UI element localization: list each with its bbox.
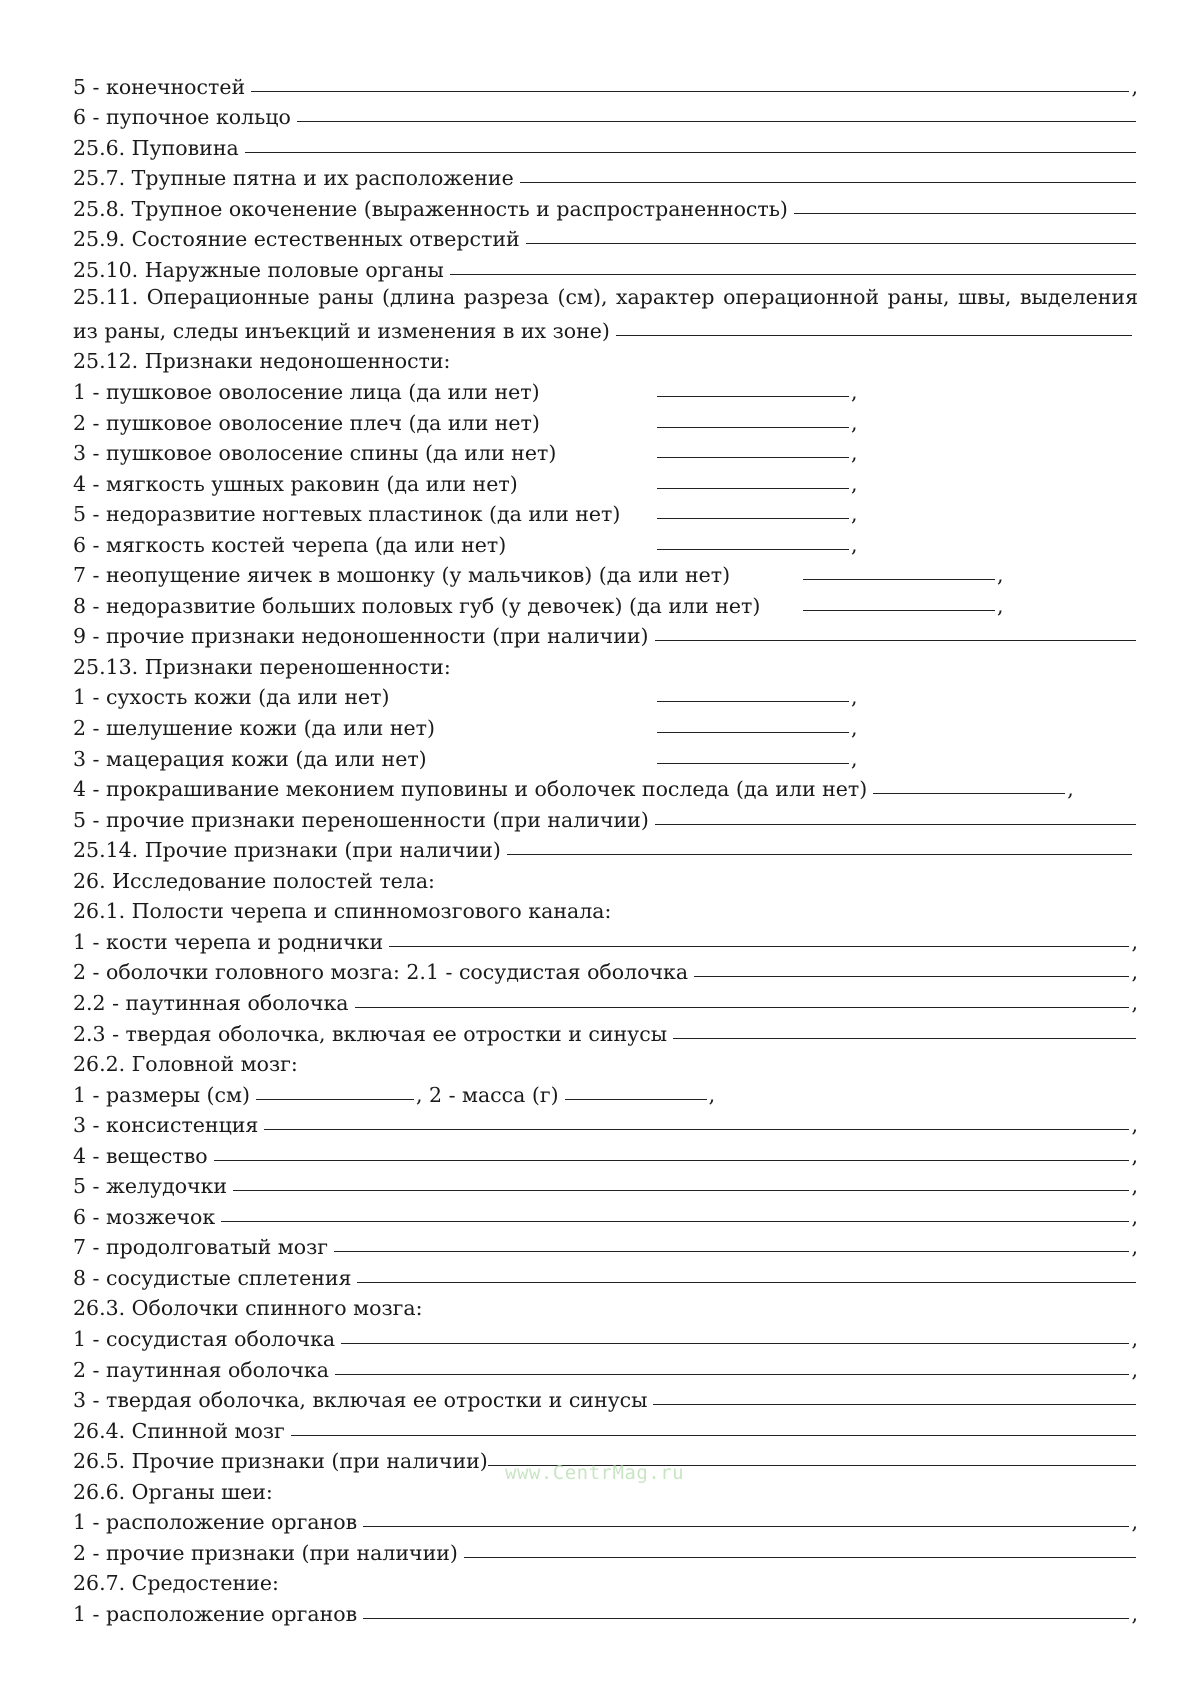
neck-organ-item: [73, 1534, 1138, 1565]
fill-blank[interactable]: [334, 1251, 1129, 1252]
brain-item: [73, 1168, 1138, 1199]
heading-26-2: [73, 1046, 1138, 1077]
fill-blank[interactable]: [616, 335, 1132, 336]
fill-blank[interactable]: [214, 1160, 1130, 1161]
fill-blank[interactable]: [291, 1435, 1136, 1436]
heading-text: 26.1. Полости черепа и спинномозгового канала:: [73, 899, 612, 924]
line-text: 7 - продолговатый мозг: [73, 1235, 329, 1260]
line-text: 26.4. Спинной мозг: [73, 1418, 285, 1443]
line-2: [73, 129, 1138, 160]
neck-organ-item: [73, 1504, 1138, 1535]
line-comma: ,: [1131, 1357, 1138, 1382]
line-text: 8 - недоразвитие больших половых губ (у девочек) (да или нет): [73, 593, 761, 618]
size-blank[interactable]: [256, 1099, 414, 1100]
line-comma: ,: [851, 532, 858, 557]
line-text: 6 - мягкость костей черепа (да или нет): [73, 532, 507, 557]
line-comma: ,: [1067, 777, 1074, 802]
skull-cavity-item: [73, 984, 1138, 1015]
line-text: 9 - прочие признаки недоношенности (при наличии): [73, 624, 649, 649]
line-text: 5 - конечностей: [73, 74, 246, 99]
prematurity-item: [73, 496, 1138, 527]
fill-blank[interactable]: [655, 640, 1136, 641]
heading-26-1: [73, 893, 1138, 924]
line-text: 5 - недоразвитие ногтевых пластинок (да или нет): [73, 502, 621, 527]
brain-item: [73, 1198, 1138, 1229]
line-26-2-size-mass: [73, 1076, 1138, 1107]
line-text: 1 - пушковое оволосение лица (да или нет): [73, 380, 540, 405]
brain-item: [73, 1229, 1138, 1260]
line-comma: ,: [1131, 990, 1138, 1015]
spinal-membranes-items: [73, 1320, 1138, 1412]
neck-organs-items: [73, 1504, 1138, 1565]
line-comma: ,: [1131, 1601, 1138, 1626]
spinal-membrane-item: [73, 1320, 1138, 1351]
fill-blank-short[interactable]: [657, 457, 849, 458]
line-text: 1 - кости черепа и роднички: [73, 929, 384, 954]
line-text: 2.3 - твердая оболочка, включая ее отростки и синусы: [73, 1021, 668, 1046]
line-comma: ,: [851, 471, 858, 496]
line-text: 3 - мацерация кожи (да или нет): [73, 746, 427, 771]
line-text: 2 - прочие признаки (при наличии): [73, 1540, 458, 1565]
fill-blank[interactable]: [653, 1404, 1136, 1405]
skull-cavity-item: [73, 954, 1138, 985]
line-comma: ,: [997, 593, 1004, 618]
line-text: 2.2 - паутинная оболочка: [73, 990, 349, 1015]
fill-blank[interactable]: [355, 1007, 1130, 1008]
line-25-11-wrapped: [73, 282, 1138, 313]
size-label: 1 - размеры (см): [73, 1082, 250, 1107]
line-1: [73, 99, 1138, 130]
line-text: 7 - неопущение яичек в мошонку (у мальчиков) (да или нет): [73, 563, 731, 588]
line-comma: ,: [1131, 1326, 1138, 1351]
prematurity-item: [73, 435, 1138, 466]
fill-blank[interactable]: [694, 976, 1129, 977]
fill-blank[interactable]: [264, 1129, 1129, 1130]
prematurity-item: [73, 587, 1138, 618]
fill-blank[interactable]: [335, 1374, 1130, 1375]
brain-item: [73, 1107, 1138, 1138]
fill-blank[interactable]: [357, 1282, 1136, 1283]
line-text: 1 - сосудистая оболочка: [73, 1326, 336, 1351]
spinal-membrane-item: [73, 1382, 1138, 1413]
postmaturity-item: [73, 740, 1138, 771]
prematurity-item: [73, 526, 1138, 557]
line-text: 1 - расположение органов: [73, 1601, 358, 1626]
heading-text: 25.12. Признаки недоношенности:: [73, 349, 451, 374]
line-text: 25.8. Трупное окоченение (выраженность и распространенность): [73, 196, 788, 221]
fill-blank-short[interactable]: [657, 549, 849, 550]
line-text: 2 - паутинная оболочка: [73, 1357, 329, 1382]
line-text: 25.6. Пуповина: [73, 135, 239, 160]
fill-blank[interactable]: [233, 1190, 1129, 1191]
spinal-membrane-item: [73, 1351, 1138, 1382]
fill-blank-short[interactable]: [657, 427, 849, 428]
line-text: 25.9. Состояние естественных отверстий: [73, 227, 520, 252]
heading-text: 25.13. Признаки переношенности:: [73, 654, 451, 679]
line-comma: ,: [851, 502, 858, 527]
top-lines-group: [73, 68, 1138, 282]
fill-blank[interactable]: [655, 824, 1136, 825]
prematurity-items-b: [73, 557, 1138, 618]
heading-text: 26.7. Средостение:: [73, 1571, 279, 1596]
line-comma: ,: [997, 563, 1004, 588]
fill-blank-short[interactable]: [657, 732, 849, 733]
mass-label: , 2 - масса (г): [415, 1082, 559, 1107]
line-text: 25.10. Наружные половые органы: [73, 257, 444, 282]
line-text: 25.14. Прочие признаки (при наличии): [73, 838, 501, 863]
line-5: [73, 221, 1138, 252]
line-text: 26.5. Прочие признаки (при наличии): [73, 1449, 488, 1474]
line-comma: ,: [1131, 1143, 1138, 1168]
fill-blank[interactable]: [363, 1526, 1129, 1527]
postmaturity-items-a: [73, 679, 1138, 771]
prematurity-item: [73, 465, 1138, 496]
line-comma: ,: [1131, 929, 1138, 954]
line-comma: ,: [851, 380, 858, 405]
fill-blank-short[interactable]: [657, 518, 849, 519]
line-comma: ,: [1131, 1174, 1138, 1199]
line-25-13-5: [73, 801, 1138, 832]
heading-text: 26.3. Оболочки спинного мозга:: [73, 1296, 423, 1321]
heading-text: 26.2. Головной мозг:: [73, 1052, 298, 1077]
line-3: [73, 160, 1138, 191]
prematurity-item: [73, 557, 1138, 588]
fill-blank[interactable]: [794, 213, 1136, 214]
mediastinum-items: [73, 1595, 1138, 1626]
line-25-14: [73, 832, 1138, 863]
brain-items: [73, 1107, 1138, 1290]
fill-blank[interactable]: [450, 274, 1136, 275]
line-text: 25.7. Трупные пятна и их расположение: [73, 166, 514, 191]
line-comma: ,: [851, 746, 858, 771]
skull-cavity-item: [73, 1015, 1138, 1046]
document-body: [73, 68, 1138, 1626]
line-text: 1 - расположение органов: [73, 1510, 358, 1535]
line-text: 2 - шелушение кожи (да или нет): [73, 716, 435, 741]
brain-item: [73, 1137, 1138, 1168]
postmaturity-item: [73, 709, 1138, 740]
fill-blank[interactable]: [389, 946, 1129, 947]
line-comma: ,: [851, 410, 858, 435]
line-comma: ,: [1131, 74, 1138, 99]
line-text: 2 - пушковое оволосение плеч (да или нет): [73, 410, 540, 435]
fill-blank[interactable]: [341, 1343, 1129, 1344]
line-text: 4 - вещество: [73, 1143, 208, 1168]
line-comma: ,: [1131, 960, 1138, 985]
line-text: 8 - сосудистые сплетения: [73, 1265, 352, 1290]
fill-blank-short[interactable]: [657, 396, 849, 397]
fill-blank[interactable]: [520, 182, 1136, 183]
fill-blank[interactable]: [526, 243, 1136, 244]
heading-26: [73, 862, 1138, 893]
line-text: 1 - сухость кожи (да или нет): [73, 685, 390, 710]
watermark: www.CentrMag.ru: [505, 1462, 685, 1484]
line-25-11-text-2: из раны, следы инъекций и изменения в их зоне): [73, 318, 610, 343]
heading-25-12: [73, 343, 1138, 374]
line-comma: ,: [708, 1082, 716, 1107]
line-comma: ,: [1131, 1235, 1138, 1260]
mediastinum-item: [73, 1595, 1138, 1626]
heading-26-3: [73, 1290, 1138, 1321]
line-comma: ,: [851, 441, 858, 466]
prematurity-items-a: [73, 373, 1138, 556]
line-comma: ,: [851, 685, 858, 710]
line-26-4: [73, 1412, 1138, 1443]
heading-text: 26.6. Органы шеи:: [73, 1479, 273, 1504]
fill-blank[interactable]: [673, 1038, 1136, 1039]
line-comma: ,: [1131, 1510, 1138, 1535]
line-text: 3 - консистенция: [73, 1113, 259, 1138]
line-text: 5 - желудочки: [73, 1174, 228, 1199]
line-6: [73, 251, 1138, 282]
line-text: 6 - мозжечок: [73, 1204, 216, 1229]
line-text: 5 - прочие признаки переношенности (при наличии): [73, 807, 649, 832]
skull-cavity-item: [73, 923, 1138, 954]
heading-25-13: [73, 648, 1138, 679]
brain-item: [73, 1259, 1138, 1290]
fill-blank-short[interactable]: [657, 701, 849, 702]
prematurity-item: [73, 404, 1138, 435]
line-comma: ,: [1131, 1204, 1138, 1229]
line-text: 3 - твердая оболочка, включая ее отростки и синусы: [73, 1388, 648, 1413]
line-25-11-text: 25.11. Операционные раны (длина разреза (см), характер операционной раны, швы, выделения: [73, 284, 1138, 309]
line-0: [73, 68, 1138, 99]
postmaturity-item: [73, 679, 1138, 710]
line-text: 6 - пупочное кольцо: [73, 105, 291, 130]
fill-blank-short[interactable]: [657, 763, 849, 764]
line-4: [73, 190, 1138, 221]
fill-blank-short[interactable]: [803, 610, 995, 611]
fill-blank[interactable]: [251, 91, 1129, 92]
fill-blank[interactable]: [221, 1221, 1129, 1222]
line-25-13-4: [73, 771, 1138, 802]
heading-text: 26. Исследование полостей тела:: [73, 868, 435, 893]
prematurity-item: [73, 373, 1138, 404]
fill-blank[interactable]: [245, 152, 1136, 153]
fill-blank[interactable]: [507, 854, 1132, 855]
line-comma: ,: [851, 716, 858, 741]
fill-blank-short[interactable]: [873, 793, 1065, 794]
line-comma: ,: [1131, 1113, 1138, 1138]
line-text: 2 - оболочки головного мозга: 2.1 - сосудистая оболочка: [73, 960, 689, 985]
fill-blank[interactable]: [297, 121, 1136, 122]
mass-blank[interactable]: [565, 1099, 707, 1100]
fill-blank[interactable]: [363, 1618, 1129, 1619]
line-25-12-9: [73, 618, 1138, 649]
fill-blank[interactable]: [464, 1557, 1136, 1558]
line-25-11-continued: [73, 312, 1138, 343]
fill-blank-short[interactable]: [803, 579, 995, 580]
line-text: 4 - прокрашивание меконием пуповины и оболочек последа (да или нет): [73, 777, 868, 802]
line-text: 3 - пушковое оволосение спины (да или нет): [73, 441, 557, 466]
heading-26-7: [73, 1565, 1138, 1596]
skull-cavity-items: [73, 923, 1138, 1045]
line-text: 4 - мягкость ушных раковин (да или нет): [73, 471, 518, 496]
fill-blank-short[interactable]: [657, 488, 849, 489]
